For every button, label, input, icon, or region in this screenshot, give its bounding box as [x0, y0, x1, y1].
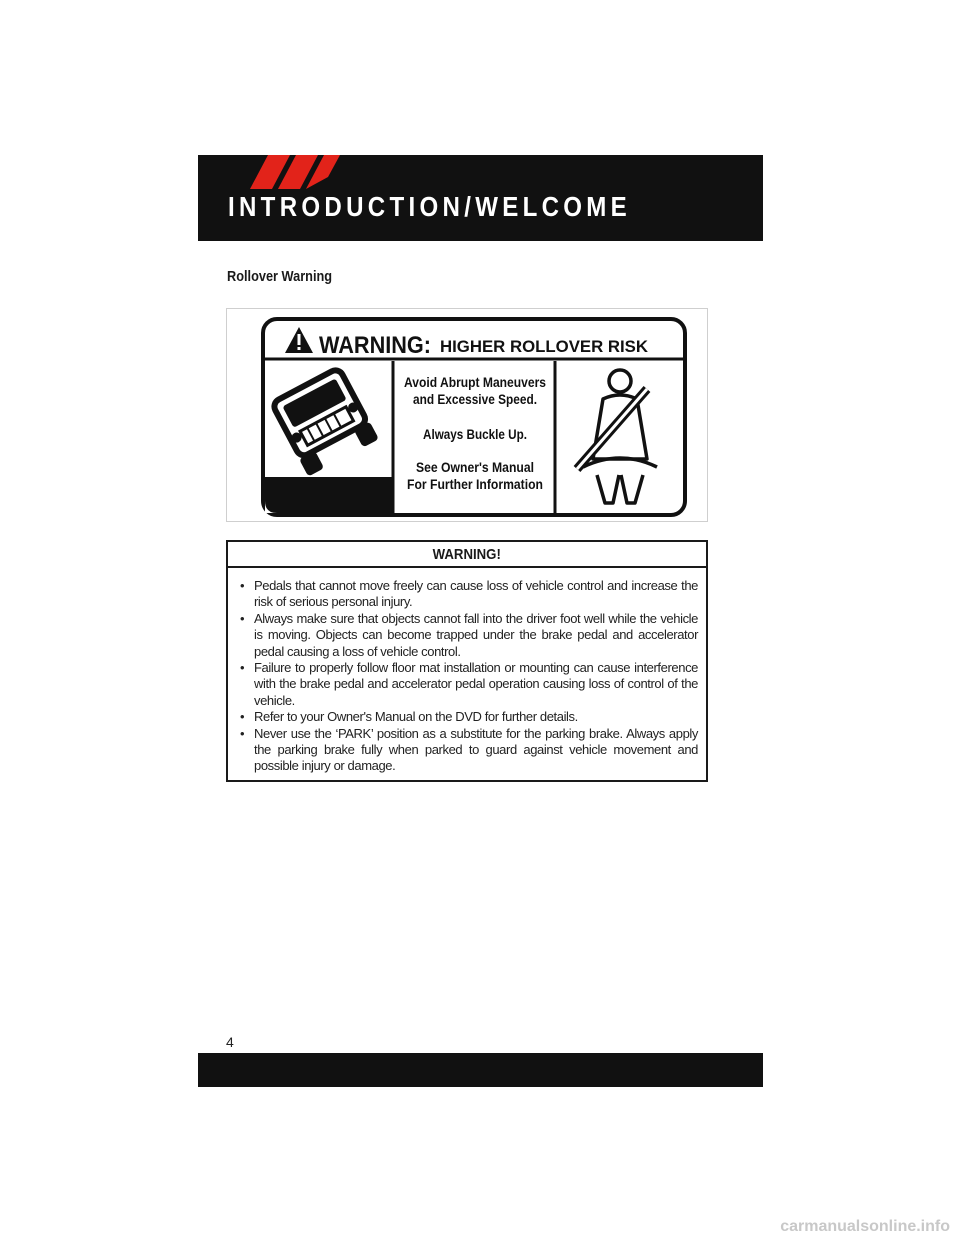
label-line-5: For Further Information	[407, 477, 543, 492]
section-heading: Rollover Warning	[227, 268, 333, 285]
warning-box	[226, 540, 708, 782]
label-line-3: Always Buckle Up.	[423, 427, 527, 442]
watermark-text: carmanualsonline.info	[780, 1218, 950, 1235]
label-line-2: and Excessive Speed.	[413, 392, 537, 407]
warning-item: • Refer to your Owner's Manual on the DVD for further details.	[238, 709, 698, 725]
warning-list	[228, 568, 706, 775]
footer-bar	[198, 1053, 763, 1087]
rollover-label-graphic	[227, 309, 707, 521]
label-warning-word: WARNING:	[319, 332, 431, 359]
label-line-1: Avoid Abrupt Maneuvers	[404, 375, 546, 390]
section-header-bar	[198, 155, 763, 241]
warning-item: • Never use the ‘PARK’ position as a substitute for the parking brake. Always apply the parking brake fully when parked to guard against vehicle movement and possible injury or damage.	[238, 726, 698, 775]
warning-title: WARNING!	[228, 542, 706, 568]
label-warning-subtitle: HIGHER ROLLOVER RISK	[440, 337, 649, 356]
stripes-logo-icon	[250, 155, 340, 189]
page-number: 4	[226, 1034, 234, 1050]
label-line-4: See Owner's Manual	[416, 460, 534, 475]
warning-item: • Always make sure that objects cannot fall into the driver foot well while the vehicle is moving. Objects can become trapped under the brake pedal and accelerator pedal causing a loss of vehicle control.	[238, 611, 698, 660]
header-title: INTRODUCTION/WELCOME	[228, 191, 632, 222]
warning-item: • Failure to properly follow floor mat installation or mounting can cause interference with the brake pedal and accelerator pedal operation causing loss of control of the vehicle.	[238, 660, 698, 709]
rollover-warning-label	[226, 308, 708, 522]
warning-item: • Pedals that cannot move freely can cause loss of vehicle control and increase the risk of serious personal injury.	[238, 578, 698, 611]
